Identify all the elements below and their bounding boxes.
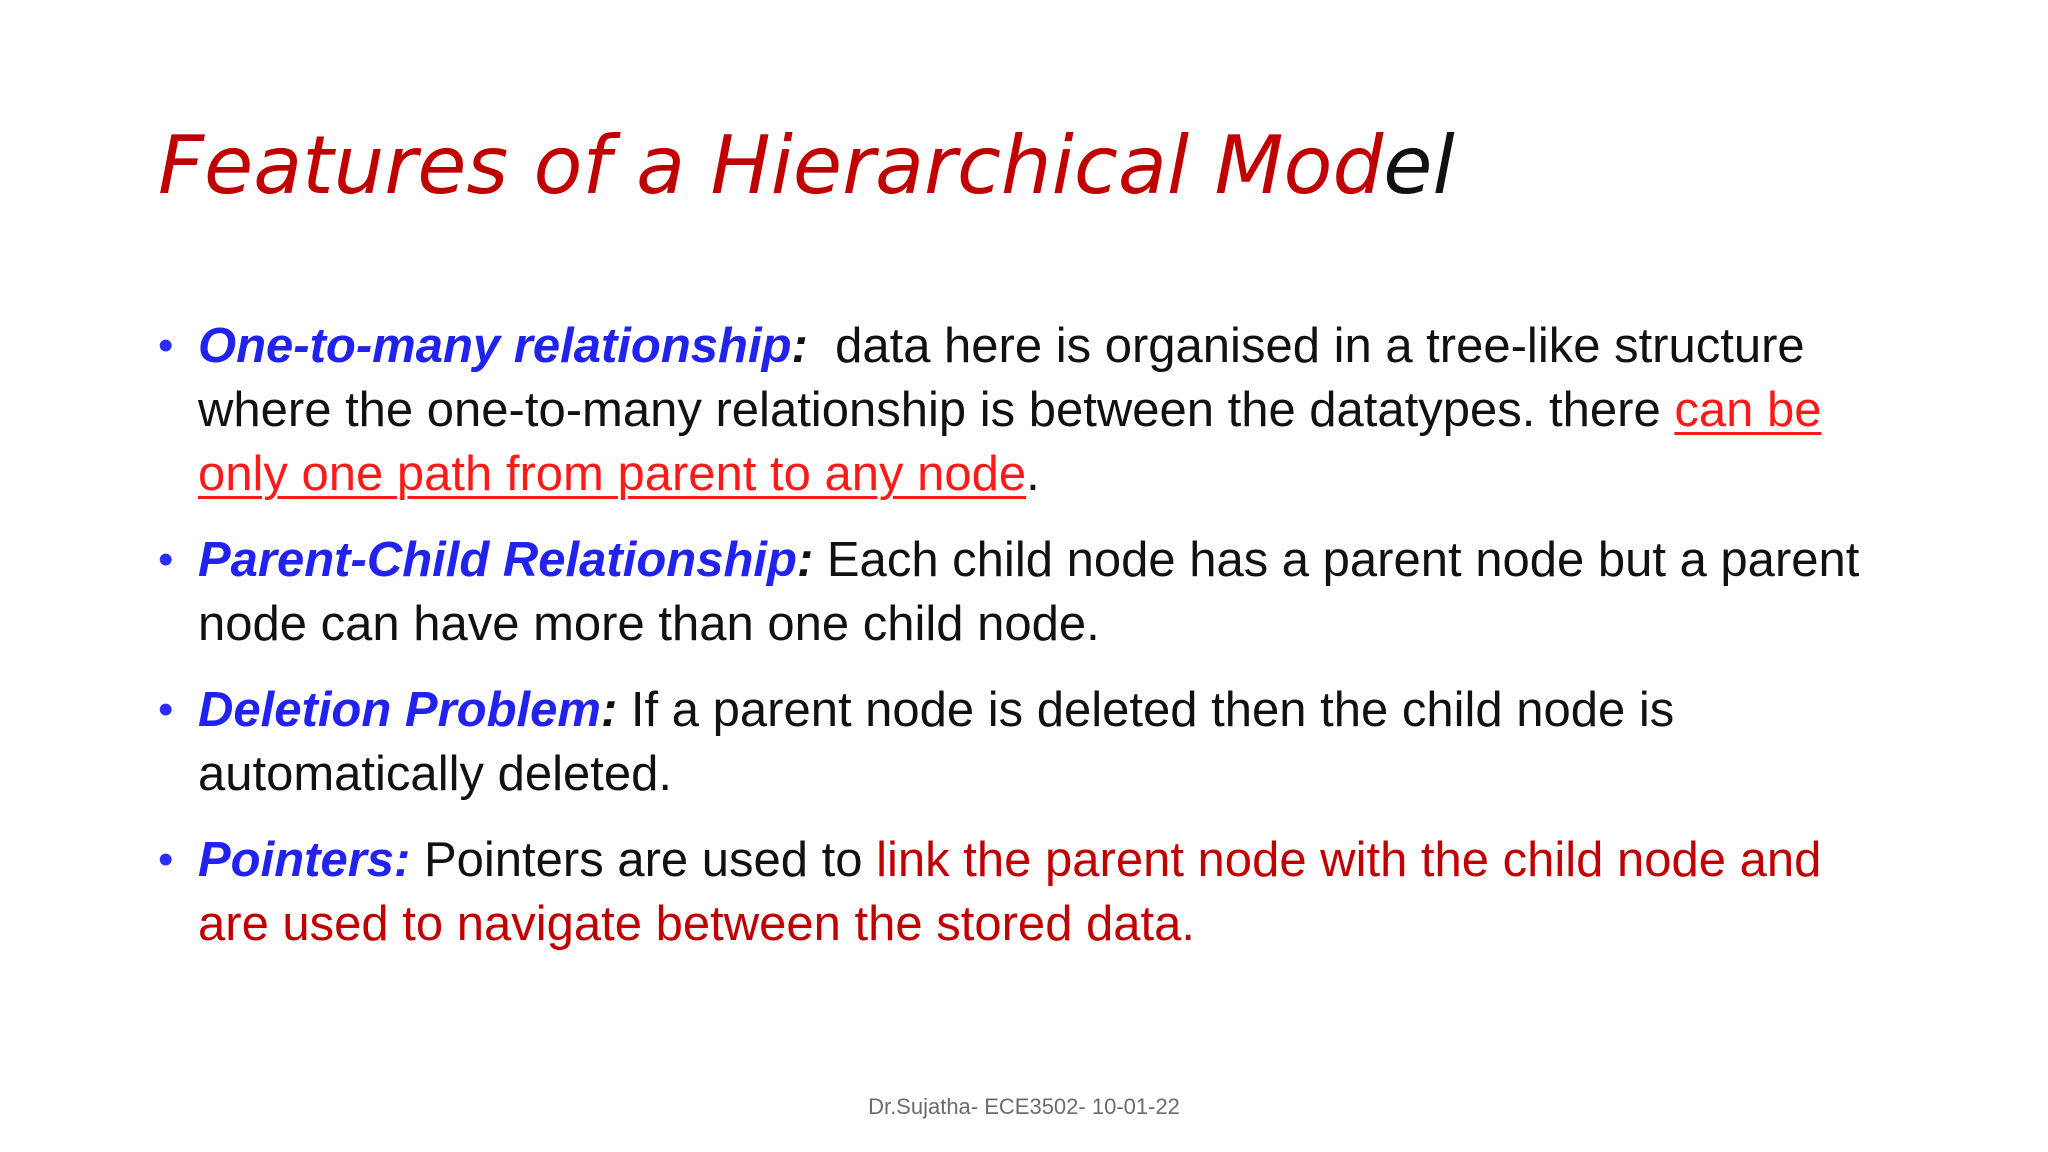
slide-footer: Dr.Sujatha- ECE3502- 10-01-22 <box>868 1094 1180 1119</box>
bullet-text: If a parent node is deleted then the child node is automatically deleted. <box>198 683 1675 801</box>
bullet-text: Each child node has a parent node but a parent node can have more than one child node. <box>198 533 1860 651</box>
bullet-term: Pointers: <box>198 833 411 887</box>
bullet-point-icon: • <box>158 535 174 584</box>
bullet-one-to-many <box>158 314 1898 506</box>
bullet-deletion-problem <box>158 678 1898 806</box>
bullet-term-colon: : <box>600 683 618 737</box>
bullet-highlight-underlined: can be only one path from parent to any node <box>198 383 1822 501</box>
bullet-point-icon: • <box>158 835 174 884</box>
bullet-trailing: . <box>1026 447 1040 501</box>
bullet-term-colon: : <box>791 319 808 373</box>
bullet-parent-child <box>158 528 1898 656</box>
slide-title <box>158 118 1455 214</box>
bullet-pointers <box>158 828 1898 956</box>
slide-title-main: Features of a Hierarchical Mod <box>158 119 1384 212</box>
bullet-term-colon: : <box>796 533 814 587</box>
bullet-list <box>158 314 1898 978</box>
bullet-text: data here is organised in a tree-like structure where the one-to-many relationship is between the datatypes. there <box>198 319 1819 437</box>
bullet-term: Deletion Problem <box>198 683 601 737</box>
slide-title-tail: el <box>1383 119 1455 212</box>
bullet-text: Pointers are used to <box>410 833 877 887</box>
bullet-term: One-to-many relationship <box>198 319 792 373</box>
bullet-point-icon: • <box>158 321 174 370</box>
bullet-point-icon: • <box>158 685 174 734</box>
bullet-highlight: link the parent node with the child node and are used to navigate between the stored data. <box>198 833 1822 951</box>
bullet-term: Parent-Child Relationship <box>198 533 797 587</box>
